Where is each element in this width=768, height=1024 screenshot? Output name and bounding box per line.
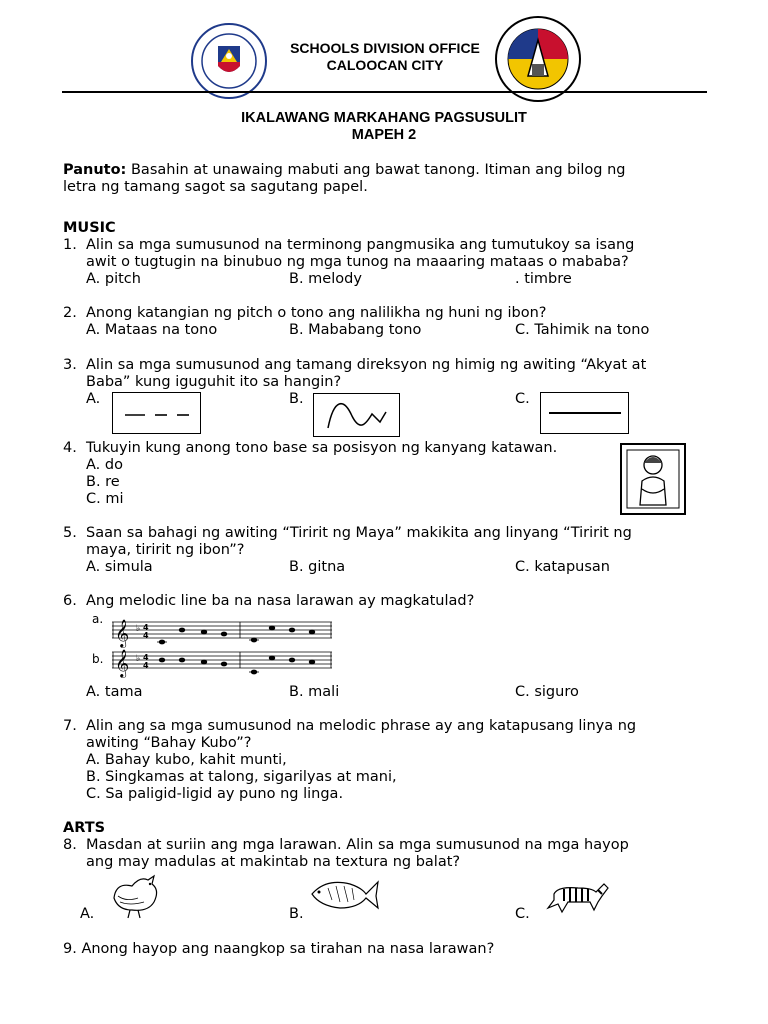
question-text: awit o tugtugin na binubuo ng mga tunog na maaaring mataas o mababa? [86, 254, 629, 270]
question-number: 5. [63, 525, 77, 541]
section-heading-music: MUSIC [63, 220, 116, 236]
svg-text:4: 4 [143, 631, 149, 640]
choice-a: A. simula [86, 559, 153, 575]
staff-label-b: b. [92, 652, 104, 666]
choice-c: C. [515, 391, 530, 407]
question-text: Tukuyin kung anong tono base sa posisyon ng kanyang katawan. [86, 440, 558, 456]
choice-b: B. Mababang tono [289, 322, 422, 338]
choice-b: B. re [86, 474, 120, 490]
wavy-line-figure [313, 393, 400, 437]
straight-line-figure [540, 392, 629, 434]
question-text: Alin sa mga sumusunod na terminong pangmusika ang tumutukoy sa isang [86, 237, 635, 253]
question-text: Anong katangian ng pitch o tono ang nalilikha ng huni ng ibon? [86, 305, 547, 321]
question-number: 7. [63, 718, 77, 734]
svg-text:♭: ♭ [136, 624, 141, 634]
header-divider [62, 91, 707, 93]
svg-text:4: 4 [143, 623, 149, 632]
choice-c: C. mi [86, 491, 124, 507]
question-text: Ang melodic line ba na nasa larawan ay magkatulad? [86, 593, 475, 609]
question-number: 4. [63, 440, 77, 456]
choice-a: A. pitch [86, 271, 141, 287]
choice-b: B. mali [289, 684, 340, 700]
question-text: Baba” kung iguguhit ito sa hangin? [86, 374, 342, 390]
choice-b: B. [289, 906, 304, 922]
instructions-label: Panuto: [63, 162, 127, 178]
music-staff-a [112, 614, 334, 648]
zebra-illustration [538, 874, 612, 916]
question-number: 9. [63, 941, 77, 957]
deped-seal-logo [190, 22, 268, 100]
choice-b: B. [289, 391, 304, 407]
choice-c: C. siguro [515, 684, 579, 700]
question-number: 2. [63, 305, 77, 321]
question-text [63, 941, 494, 958]
section-heading-arts: ARTS [63, 820, 106, 836]
choice-b: B. melody [289, 271, 362, 287]
question-text: Alin ang sa mga sumusunod na melodic phrase ay ang katapusang linya ng [86, 718, 637, 734]
choice-c: C. Sa paligid-ligid ay puno ng linga. [86, 786, 344, 802]
question-number: 6. [63, 593, 77, 609]
choice-c: C. katapusan [515, 559, 610, 575]
header-city-name: CALOOCAN CITY [326, 57, 444, 73]
question-text: Masdan at suriin ang mga larawan. Alin sa mga sumusunod na mga hayop [86, 837, 629, 853]
dashed-line-figure [112, 392, 201, 434]
choice-c: C. Tahimik na tono [515, 322, 650, 338]
choice-a: A. do [86, 457, 123, 473]
choice-a: A. Bahay kubo, kahit munti, [86, 752, 287, 768]
fish-illustration [306, 874, 380, 914]
choice-a: A. tama [86, 684, 143, 700]
header-office-name: SCHOOLS DIVISION OFFICE [290, 40, 480, 56]
instructions-line1 [63, 162, 626, 179]
music-staff-b [112, 644, 334, 678]
svg-text:𝄞: 𝄞 [115, 619, 130, 647]
choice-a: A. Mataas na tono [86, 322, 218, 338]
question-text: Saan sa bahagi ng awiting “Tiririt ng Maya” makikita ang linyang “Tiririt ng [86, 525, 632, 541]
question-text: ang may madulas at makintab na textura ng balat? [86, 854, 461, 870]
choice-a: A. [86, 391, 101, 407]
staff-label-a: a. [92, 612, 104, 626]
choice-c: C. [515, 906, 530, 922]
choice-c: . timbre [515, 271, 572, 287]
chicken-illustration [104, 868, 166, 920]
svg-text:4: 4 [143, 661, 149, 670]
exam-title: IKALAWANG MARKAHANG PAGSUSULIT [241, 110, 527, 126]
question-text: Alin sa mga sumusunod ang tamang direksyon ng himig ng awiting “Akyat at [86, 357, 647, 373]
question-number: 3. [63, 357, 77, 373]
question-text: awiting “Bahay Kubo”? [86, 735, 252, 751]
svg-text:𝄞: 𝄞 [115, 649, 130, 677]
exam-subject: MAPEH 2 [351, 127, 417, 143]
svg-text:4: 4 [143, 653, 149, 662]
choice-b: B. gitna [289, 559, 346, 575]
question-number: 8. [63, 837, 77, 853]
question-text: Anong hayop ang naangkop sa tirahan na nasa larawan? [81, 941, 495, 957]
choice-a: A. [80, 906, 95, 922]
choice-b: B. Singkamas at talong, sigarilyas at mani, [86, 769, 397, 785]
instructions-line2: letra ng tamang sagot sa sagutang papel. [63, 179, 368, 195]
child-singing-illustration [620, 443, 686, 515]
question-number: 1. [63, 237, 77, 253]
question-text: maya, tiririt ng ibon”? [86, 542, 245, 558]
instructions-text: Basahin at unawaing mabuti ang bawat tanong. Itiman ang bilog ng [126, 162, 626, 178]
svg-text:♭: ♭ [136, 654, 141, 664]
